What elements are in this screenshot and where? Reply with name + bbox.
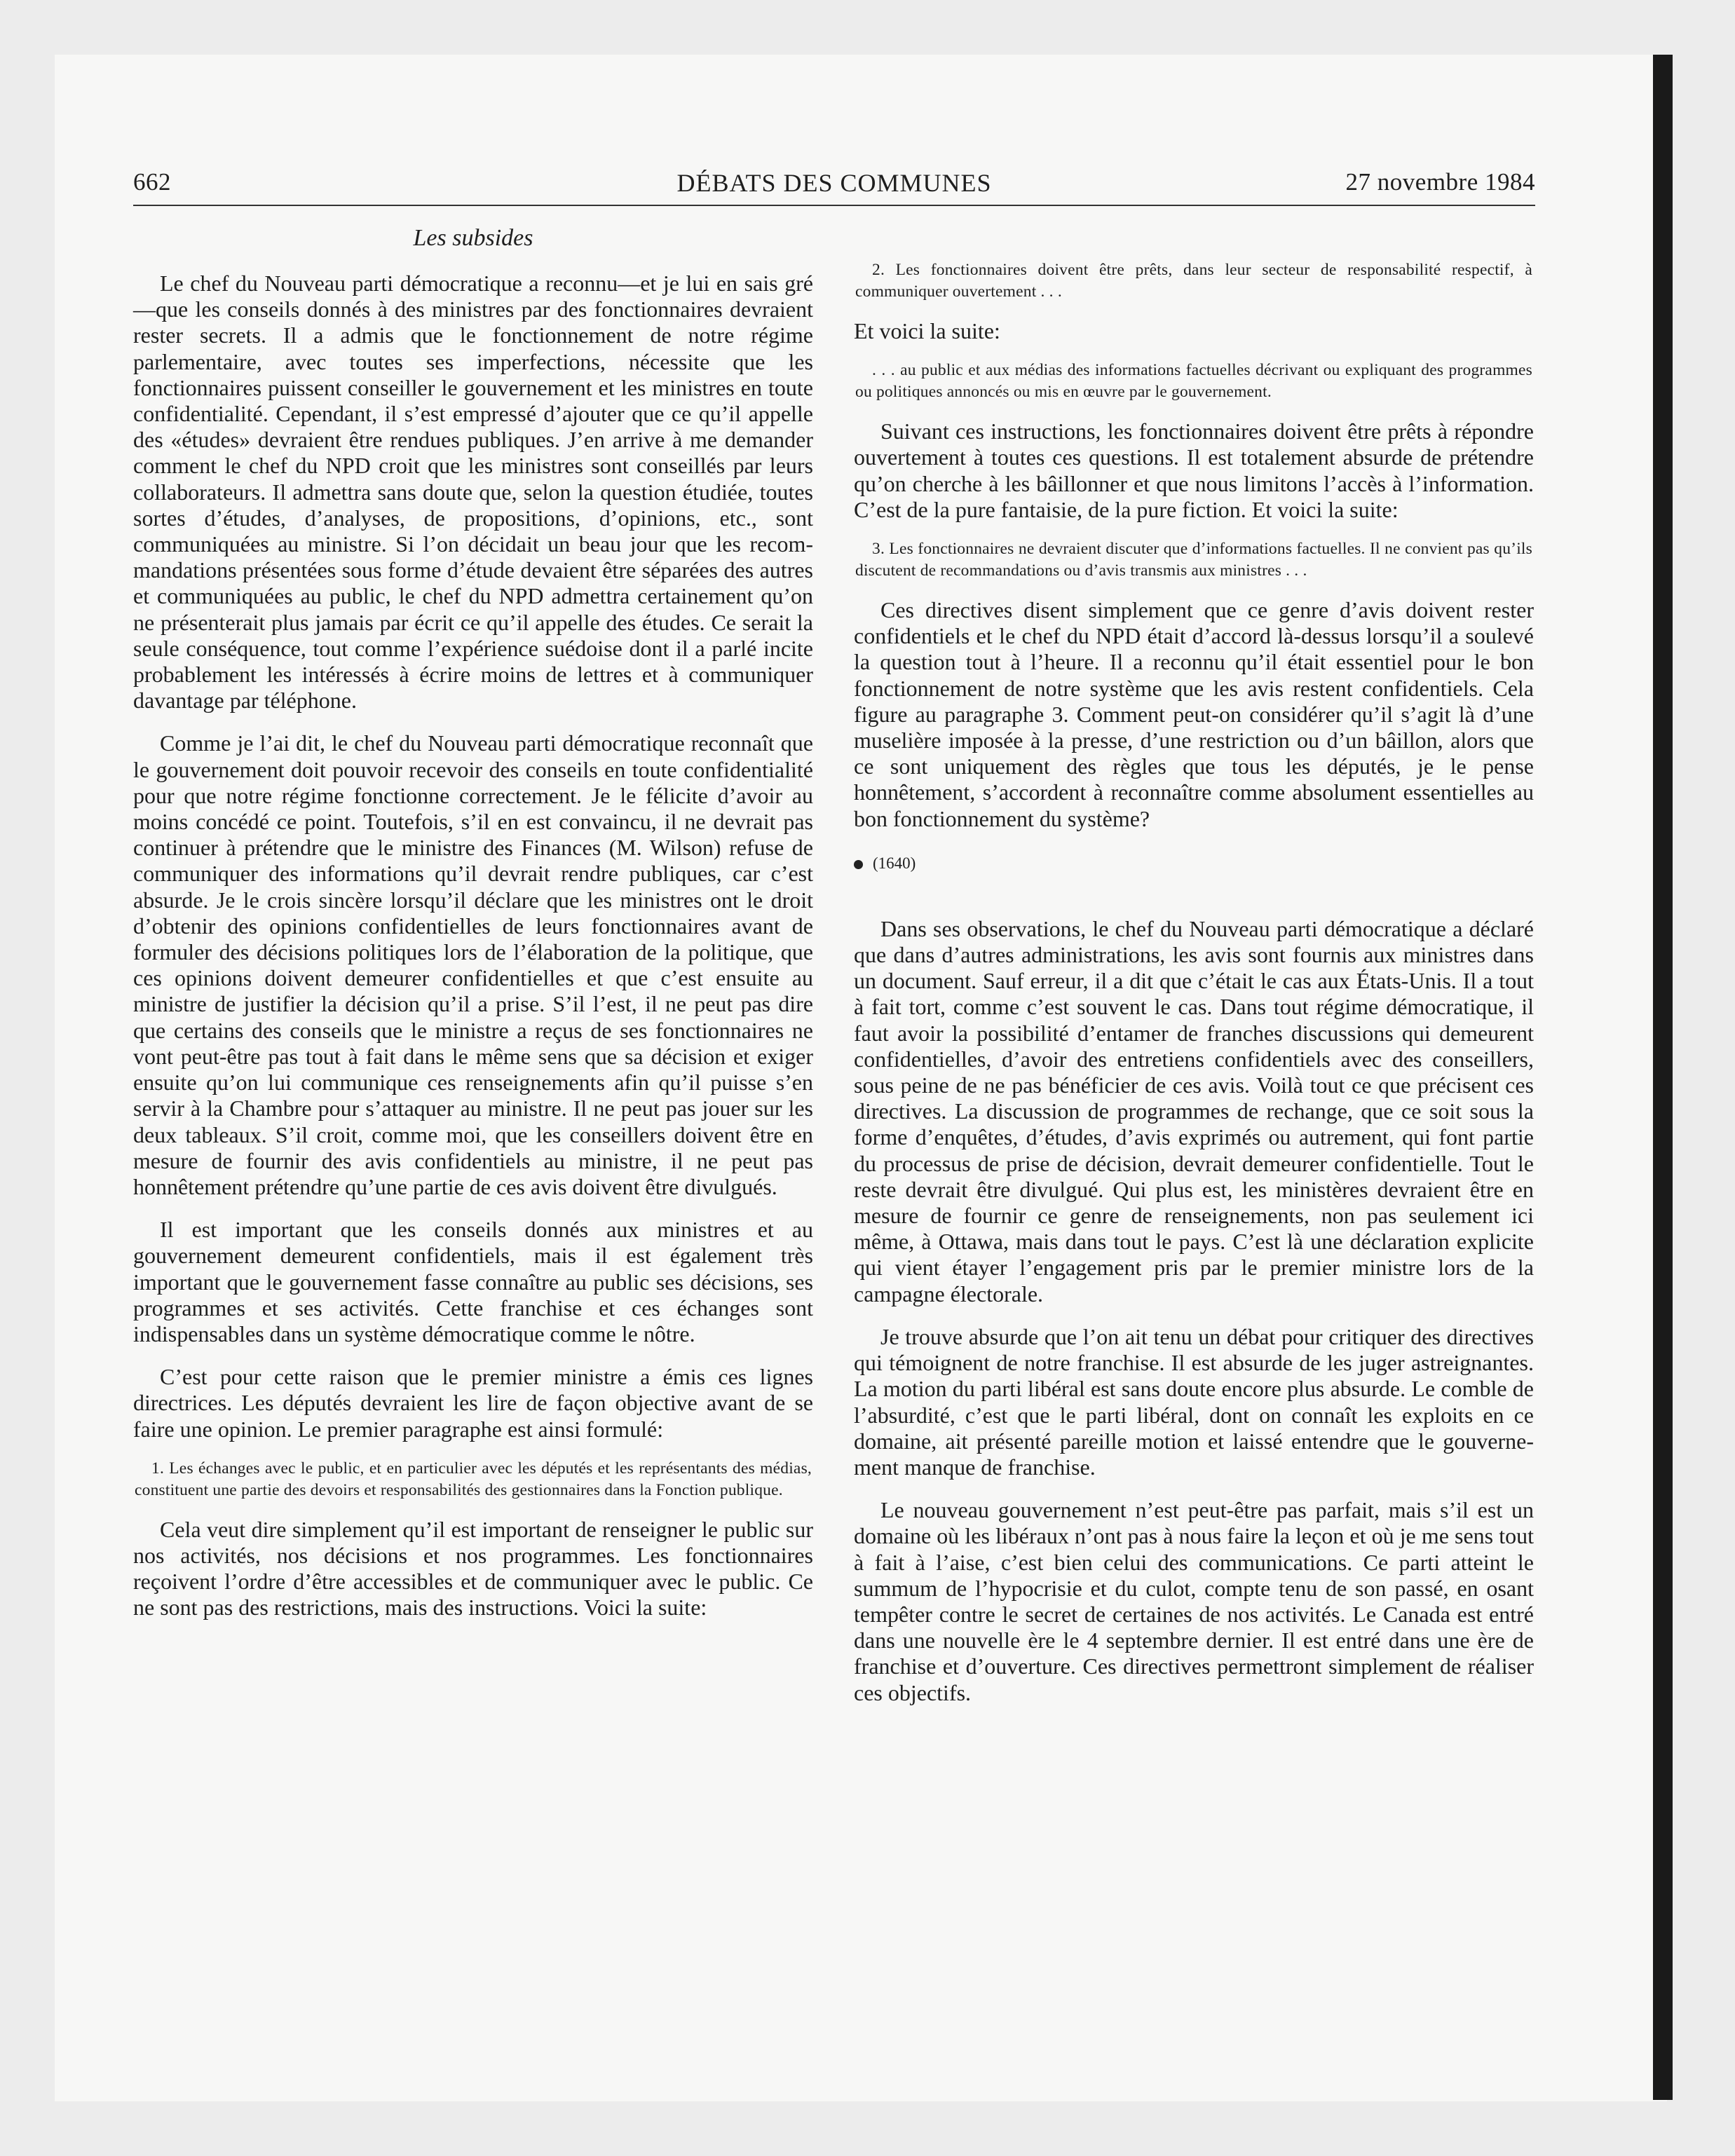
header-rule [133,205,1535,206]
paragraph: Dans ses observations, le chef du Nouveau parti démocratique a déclaré que dans d’autres administrations, les avis sont fournis aux ministres dans un document. Sauf erreur, il a dit que c’était le cas aux États-Unis. Il a tout à fait tort, comme c’est souvent le cas. Dans tout régime démocratique, il faut avoir la possibilité d’entamer de franches discussions qui demeurent confidentielles, d’avoir des entretiens confidentiels avec des conseillers, sous peine de ne pas bénéficier de ces avis. Voilà tout ce que précisent ces directives. La discussion de programmes de rechange, que ce soit sous la forme d’enquêtes, d’études, d’avis exprimés ou autrement, qui font partie du processus de prise de décision, devrait demeurer confidentielle. Tout le reste devrait être divulgué. Qui plus est, les ministères devraient être en mesure de fournir ce genre de renseignements, non pas seulement ici même, à Ottawa, mais dans tout le pays. C’est là une déclaration explicite qui vient étayer l’engagement pris par le premier ministre lors de la campagne électorale. [854,915,1534,1306]
time-marker [854,853,1534,874]
paragraph: Le nouveau gouvernement n’est peut-être pas parfait, mais s’il est un domaine où les libéraux n’ont pas à nous faire la leçon et où je me sens tout à fait à l’aise, c’est bien celui des communications. Ce parti atteint le summum de l’hypocrisie et du culot, compte tenu de son passé, en osant tempêter contre le secret de certaines de nos activités. Le Canada est entré dans une nouvelle ère le 4 septembre dernier. Il est entré dans une ère de franchise et d’ouverture. Ces directives permettront simplement de réaliser ces objectifs. [854,1497,1534,1705]
paragraph: Suivant ces instructions, les fonctionnaires doivent être prêts à répondre ouvertement à toutes ces questions. Il est totalement absurde de prétendre qu’on cherche à les bâillonner et que nous limitons l’accès à l’information. C’est de la pure fantaisie, de la pure fiction. Et voici la suite: [854,418,1534,522]
page-date: 27 novembre 1984 [1345,168,1535,196]
quoted-directive: 3. Les fonctionnaires ne devraient discuter que d’informations factuelles. Il ne convient pas qu’ils discutent de recommandations ou d’avis transmis aux ministres . . . [855,540,1532,580]
paragraph: Et voici la suite: [854,318,1000,343]
quoted-directive: . . . au public et aux médias des informations factuelles décrivant ou expliquant des programmes ou politiques annoncés ou mis en œuvre par le gouvernement. [855,361,1532,402]
paragraph: Le chef du Nouveau parti démocratique a reconnu—et je lui en sais gré—que les conseils donnés à des ministres par des fonctionnaires devraient rester secrets. Il a admis que le fonctionnement de notre régime parlementaire, avec toutes ses imperfections, nécessite que les fonctionnaires puissent conseiller le gouvernement et les ministres en toute confidentialité. Cependant, il s’est empressé d’ajouter que ce qu’il appelle des «études» devraient être rendues publiques. J’en arrive à me demander comment le chef du NPD croit que les ministres sont conseillés par leurs collaborateurs. Il admettra sans doute que, selon la question étudiée, toutes sortes d’études, d’analyses, de propositions, d’opinions, etc., sont communiquées au ministre. Si l’on décidait un beau jour que les recommandations présentées sous forme d’étude devaient être séparées des autres et communiquées au public, le chef du NPD admettra certainement qu’on ne présenterait plus jamais par écrit ce qu’il appelle des études. Ce serait la seule conséquence, tout comme l’expérience suédoise dont il a parlé incite probablement les intéressés à écrire moins de lettres et à communiquer davantage par téléphone. [133,271,813,714]
section-title: Les subsides [413,225,533,251]
right-column [854,259,1534,1706]
scan-edge-bar [1653,55,1673,2100]
paragraph: Je trouve absurde que l’on ait tenu un débat pour critiquer des directives qui témoignent de notre franchise. Il est absurde de les juger astreignantes. La motion du parti libéral est sans doute encore plus absurde. Le comble de l’absurdité, c’est que le parti libéral, dont on connaît les exploits en ce domaine, ait présenté pareille motion et laissé entendre que le gouvernement manque de franchise. [854,1323,1534,1480]
bullet-dot-icon [854,860,863,869]
page-header [133,168,1535,210]
paragraph: Ces directives disent simplement que ce genre d’avis doivent rester confidentiels et le chef du NPD était d’accord là-dessus lorsqu’il a soulevé la question tout à l’heure. Il a reconnu qu’il était essentiel pour le bon fonctionnement de notre système que les avis restent confidentiels. Cela figure au paragraphe 3. Comment peut-on considérer qu’il s’agit là d’une muselière imposée à la presse, d’une restriction ou d’un bâillon, alors que ce sont uniquement des règles que tous les députés, je le pense honnêtement, s’accordent à reconnaître comme absolument essentielles au bon fonctionnement du système? [854,597,1534,831]
paragraph: Comme je l’ai dit, le chef du Nouveau parti démocratique reconnaît que le gouvernement doit pouvoir recevoir des conseils en toute confidentialité pour que notre régime fonctionne correctement. Je le félicite d’avoir au moins concédé ce point. Toutefois, s’il en est convaincu, il ne devrait pas continuer à prétendre que le ministre des Finances (M. Wilson) refuse de communiquer des informations qu’il devrait rendre publiques, car c’est absurde. Je le crois sincère lorsqu’il déclare que les ministres ont le droit d’obtenir des opinions confidentielles de leurs fonctionnaires avant de formuler des décisions politiques lors de l’élaboration de la politique, que ces opinions doivent demeurer confidentielles et que c’est ensuite au ministre de justifier la décision qu’il a prise. S’il l’est, il ne peut pas dire que certains des conseils que le ministre a reçus de ses fonctionnaires ne vont peut-être pas tout à fait dans le même sens que sa décision et exiger ensuite qu’on lui communique ces renseignements afin qu’il puisse s’en servir à la Chambre pour s’attaquer au ministre. Il ne peut pas jouer sur les deux tableaux. S’il croit, comme moi, que les conseillers doivent être en mesure de fournir des avis confidentiels au ministre, il ne peut pas honnêtement prétendre qu’une partie de ces avis doivent être divulgués. [133,730,813,1199]
paragraph: Il est important que les conseils donnés aux ministres et au gouvernement demeurent confidentiels, mais il est également très important que le gouvernement fasse connaître au public ses décisions, ses programmes et ses activités. Cette franchise et ces échanges sont indispensables dans un système démocratique comme le nôtre. [133,1217,813,1346]
paragraph: Cela veut dire simplement qu’il est important de renseigner le public sur nos activités, nos décisions et nos programmes. Les fonctionnaires reçoivent l’ordre d’être accessibles et de communiquer avec le public. Ce ne sont pas des restrictions, mais des instructions. Voici la suite: [133,1516,813,1621]
left-column [133,223,813,1621]
page-number: 662 [133,168,171,196]
quoted-directive: 1. Les échanges avec le public, et en particulier avec les députés et les représentants des médias, constituent une partie des devoirs et responsabilités des gestionnaires dans la Fonction publique. [135,1459,812,1499]
quoted-directive: 2. Les fonctionnaires doivent être prêts, dans leur secteur de responsabilité respectif, à communiquer ouvertement . . . [855,261,1532,301]
paragraph: C’est pour cette raison que le premier ministre a émis ces lignes directrices. Les députés devraient les lire de façon objective avant de se faire une opinion. Le premier paragraphe est ainsi formulé: [133,1364,813,1442]
time-marker-text: (1640) [873,854,916,872]
publication-title: DÉBATS DES COMMUNES [676,169,992,197]
